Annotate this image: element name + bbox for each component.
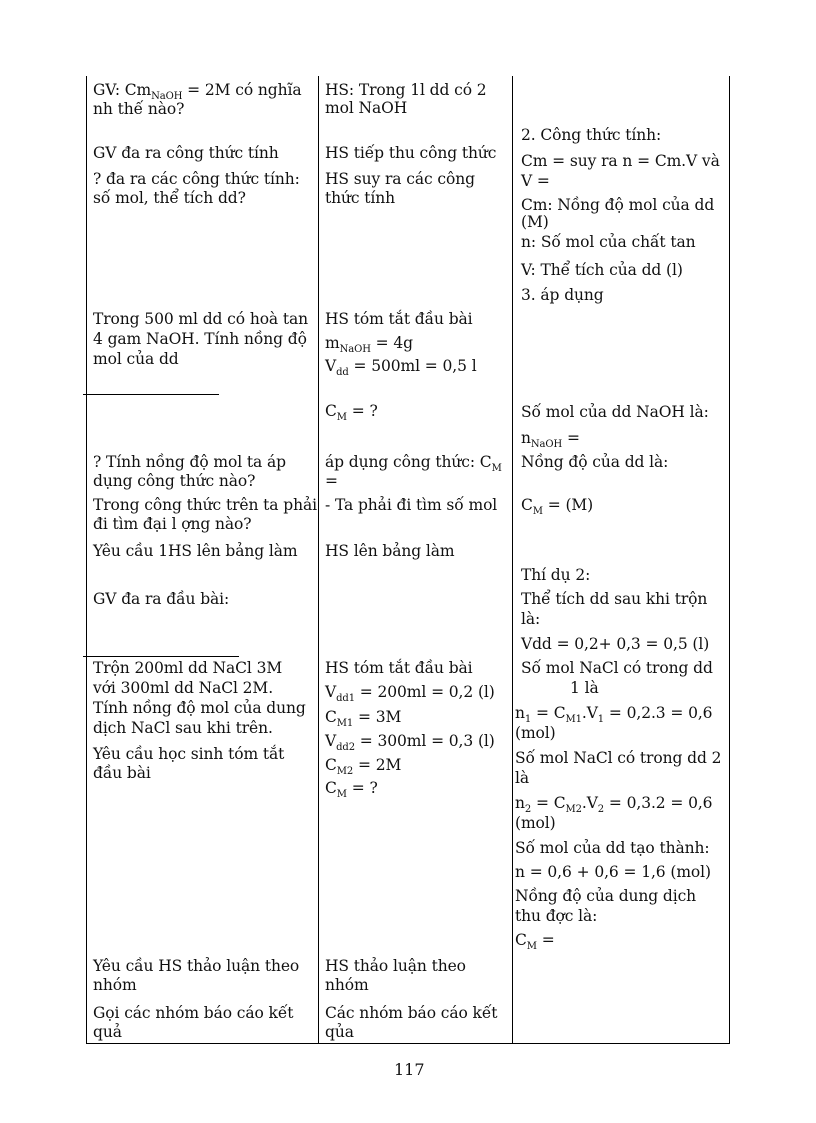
col1-line: dụng công thức nào? — [93, 472, 256, 490]
col3-line: n = 0,6 + 0,6 = 1,6 (mol) — [515, 863, 711, 881]
col3-line: thu đợc là: — [515, 907, 598, 925]
col2-line: HS suy ra các công — [325, 170, 475, 188]
col1-line: số mol, thể tích dd? — [93, 189, 246, 207]
col1-line: Yêu cầu HS thảo luận theo — [93, 957, 300, 975]
col2-line: $C_{M1} = 3M$ — [325, 708, 402, 730]
col1-line: Gọi các nhóm báo cáo kết — [93, 1004, 294, 1022]
col1-line: mol của dd — [93, 350, 179, 368]
col1-line: 4 gam NaOH. Tính nồng độ — [93, 330, 307, 348]
col2-line: HS thảo luận theo — [325, 957, 466, 975]
col3-line: Cm = suy ra n = Cm.V và — [521, 152, 720, 170]
col3-line: (M) — [521, 213, 549, 231]
col1-line: ? đa ra các công thức tính: — [93, 170, 300, 188]
col2-line: Các nhóm báo cáo kết — [325, 1004, 498, 1022]
col2-line: $C_M$ = ? — [325, 779, 378, 801]
col1-line: GV đa ra đầu bài: — [93, 590, 230, 608]
col3-line: Vdd = 0,2+ 0,3 = 0,5 (l) — [521, 635, 710, 653]
col3-line: $C_M$ = — [515, 931, 555, 953]
col2-line: qủa — [325, 1023, 354, 1041]
col2-line: thức tính — [325, 189, 396, 207]
col2-line: HS tiếp thu công thức — [325, 144, 497, 162]
page-number: 117 — [394, 1060, 425, 1079]
col3-line: 2. Công thức tính: — [521, 126, 662, 144]
col3-line: $n_2 = C_{M2}.V_2 = 0,3.2 = 0,6$ — [515, 794, 713, 816]
col3-line: n: Số mol của chất tan — [521, 233, 696, 251]
col2-line: áp dụng công thức: $C_M$ — [325, 453, 502, 475]
table-border-left — [86, 76, 87, 1044]
table-border-bottom — [86, 1043, 730, 1044]
col2-line: $m_{NaOH} = 4g$ — [325, 334, 413, 356]
col3-line: 1 là — [570, 679, 599, 697]
col3-line: $n_{NaOH}$ = — [521, 429, 580, 451]
col3-line: Số mol NaCl có trong dd 2 — [515, 749, 722, 767]
col3-line: Nồng độ của dung dịch — [515, 887, 697, 905]
col1-line: nhóm — [93, 976, 137, 994]
col2-line: - Ta phải đi tìm số mol — [325, 496, 498, 514]
col2-line: $V_{dd1} = 200ml = 0,2$ (l) — [325, 683, 495, 705]
col1-line: ? Tính nồng độ mol ta áp — [93, 453, 286, 471]
col3-line: Thí dụ 2: — [521, 566, 591, 584]
underline-mark-2 — [83, 656, 239, 657]
col1-line: quả — [93, 1023, 122, 1041]
col1-line: GV: $Cm_{NaOH} = 2M$ có nghĩa — [93, 81, 302, 103]
col1-line: GV đa ra công thức tính — [93, 144, 279, 162]
col3-line: (mol) — [515, 814, 556, 832]
col1-line: Tính nồng độ mol của dung — [93, 699, 306, 717]
col2-line: nhóm — [325, 976, 369, 994]
col3-line: Số mol NaCl có trong dd — [521, 659, 713, 677]
col2-line: $V_{dd2} = 300ml = 0,3$ (l) — [325, 732, 495, 754]
col3-line: Thể tích dd sau khi trộn — [521, 590, 708, 608]
col2-line: HS tóm tắt đầu bài — [325, 310, 473, 328]
col1-line: Yêu cầu 1HS lên bảng làm — [93, 542, 298, 560]
col1-line: Trong 500 ml dd có hoà tan — [93, 310, 309, 328]
col3-line: V = — [521, 172, 550, 190]
col2-line: HS: Trong 1l dd có 2 — [325, 81, 487, 99]
col3-line: (mol) — [515, 724, 556, 742]
col2-line: HS tóm tắt đầu bài — [325, 659, 473, 677]
col3-line: V: Thể tích của dd (l) — [521, 261, 683, 279]
col1-line: đi tìm đại l ợng nào? — [93, 515, 252, 533]
col3-line: là — [515, 769, 529, 787]
col2-line: = — [325, 472, 338, 490]
col1-line: dịch NaCl sau khi trên. — [93, 719, 273, 737]
underline-mark-1 — [83, 394, 219, 395]
column-divider-2 — [512, 76, 513, 1044]
col3-line: là: — [521, 610, 541, 628]
col2-line: mol NaOH — [325, 99, 408, 117]
col3-line: $C_M = (M)$ — [521, 496, 594, 518]
col2-line: $C_M$ = ? — [325, 402, 378, 424]
col3-line: $n_1 = C_{M1}.V_1 = 0,2.3 = 0,6$ — [515, 704, 713, 726]
column-divider-1 — [318, 76, 319, 1044]
col1-line: với 300ml dd NaCl 2M. — [93, 679, 274, 697]
col3-line: Số mol của dd NaOH là: — [521, 403, 709, 421]
col3-line: 3. áp dụng — [521, 286, 604, 304]
col1-line: đầu bài — [93, 764, 151, 782]
col3-line: Nồng độ của dd là: — [521, 453, 669, 471]
col1-line: Yêu cầu học sinh tóm tắt — [93, 745, 285, 763]
col1-line: Trộn 200ml dd NaCl 3M — [93, 659, 283, 677]
col3-line: Cm: Nồng độ mol của dd — [521, 196, 715, 214]
col2-line: $C_{M2} = 2M$ — [325, 756, 402, 778]
col3-line: Số mol của dd tạo thành: — [515, 839, 710, 857]
table-border-right — [729, 76, 730, 1044]
col1-line: nh thế nào? — [93, 100, 185, 118]
col1-line: Trong công thức trên ta phải — [93, 496, 317, 514]
col2-line: $V_{dd} = 500ml = 0,5$ l — [325, 357, 477, 379]
col2-line: HS lên bảng làm — [325, 542, 455, 560]
